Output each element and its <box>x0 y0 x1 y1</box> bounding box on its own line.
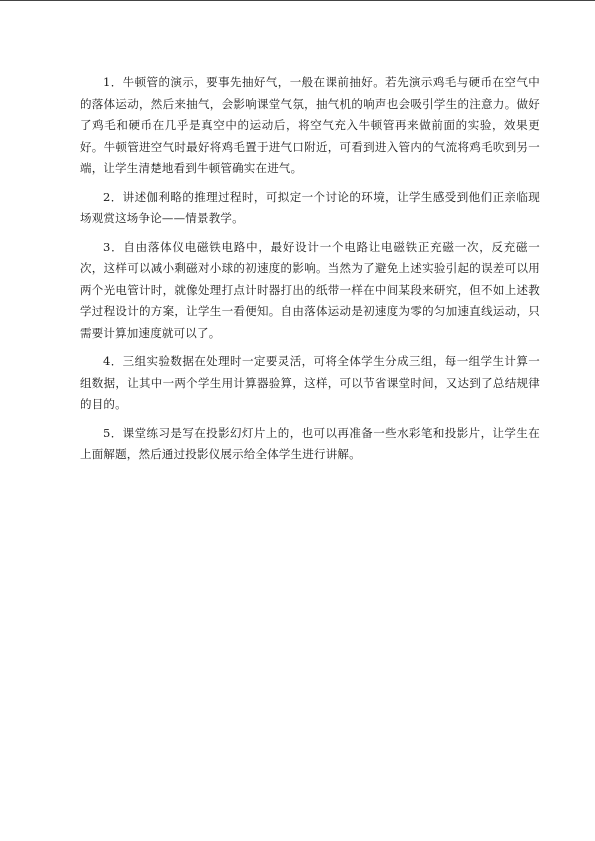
page-top-border <box>0 0 595 1</box>
paragraph-4: 4．三组实验数据在处理时一定要灵活，可将全体学生分成三组，每一组学生计算一组数据，让其中一两个学生用计算器验算，这样，可以节省课堂时间，又达到了总结规律的目的。 <box>80 354 540 411</box>
paragraph-1: 1．牛顿管的演示，要事先抽好气，一般在课前抽好。若先演示鸡毛与硬币在空气中的落体运动，然后来抽气，会影响课堂气氛，抽气机的响声也会吸引学生的注意力。做好了鸡毛和硬币在几乎是真空中的运动后，将空气充入牛顿管再来做前面的实验，效果更好。牛顿管进空气时最好将鸡毛置于进气口附近，可看到进入管内的气流将鸡毛吹到另一端，让学生清楚地看到牛顿管确实在进气。 <box>80 75 540 175</box>
paragraph-5: 5．课堂练习是写在投影幻灯片上的，也可以再准备一些水彩笔和投影片，让学生在上面解题，然后通过投影仪展示给全体学生进行讲解。 <box>80 425 540 461</box>
paragraph-2: 2．讲述伽利略的推理过程时，可拟定一个讨论的环境，让学生感受到他们正亲临现场观赏这场争论——情景教学。 <box>80 189 540 225</box>
paragraph-3: 3．自由落体仪电磁铁电路中，最好设计一个电路让电磁铁正充磁一次，反充磁一次，这样可以减小剩磁对小球的初速度的影响。当然为了避免上述实验引起的误差可以用两个光电管计时，就像处理打点计时器打出的纸带一样在中间某段来研究，但不如上述教学过程设计的方案，让学生一看便知。自由落体运动是初速度为零的匀加速直线运动，只需要计算加速度就可以了。 <box>80 239 540 340</box>
document-body <box>80 72 540 473</box>
